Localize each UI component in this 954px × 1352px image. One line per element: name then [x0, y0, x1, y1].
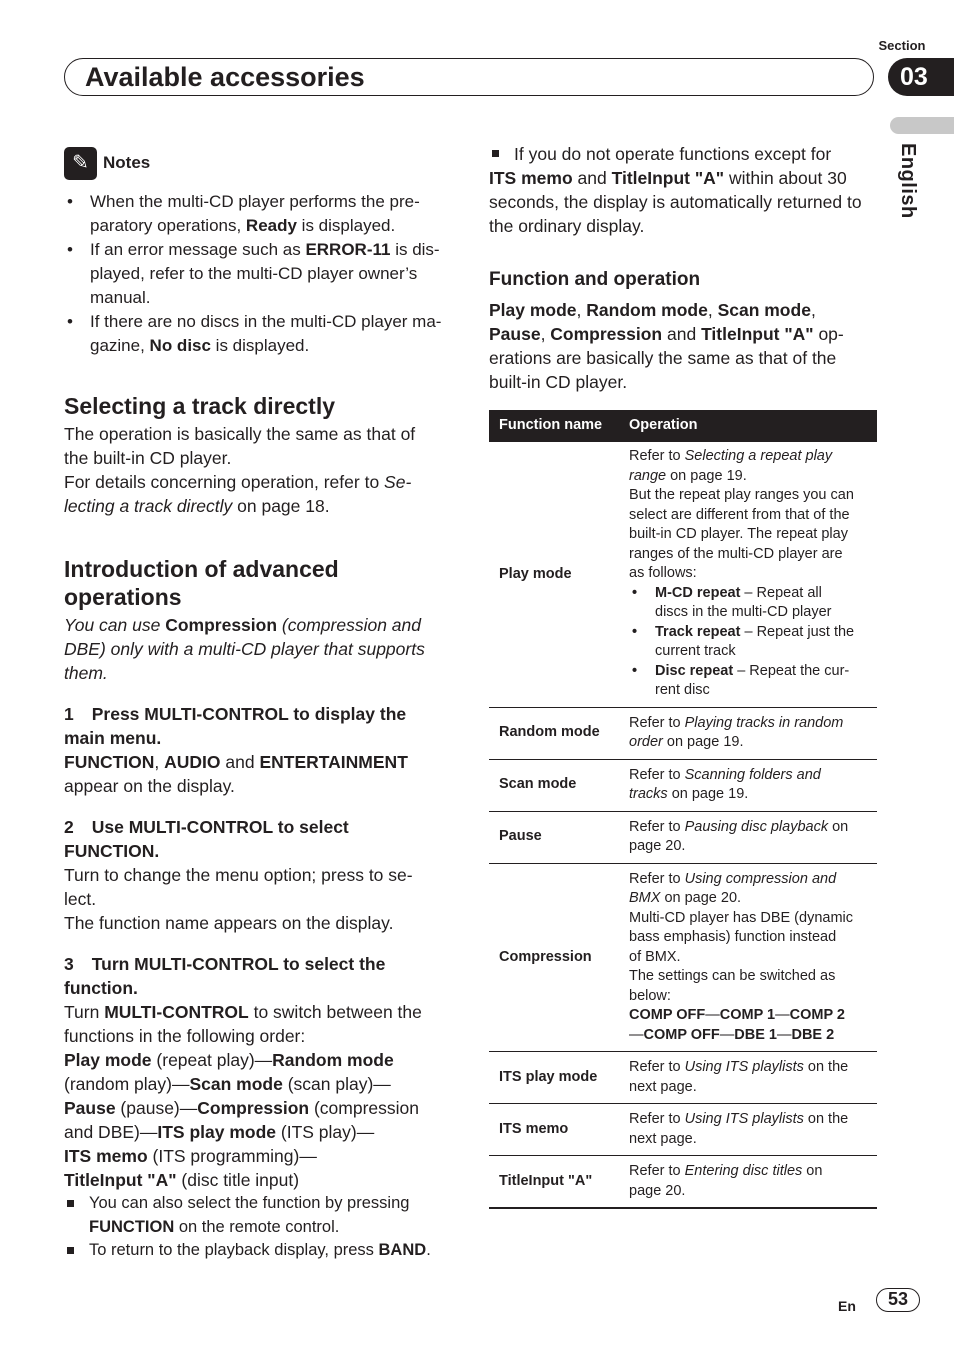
- section-label: Section: [878, 38, 926, 53]
- note-item: • When the multi-CD player performs the pre- paratory operations, Ready is displayed.: [64, 190, 454, 238]
- auto-return-note: If you do not operate functions except for: [489, 142, 877, 166]
- function-table: [489, 410, 877, 1209]
- language-tab: [890, 117, 954, 134]
- column-header-function: Function name: [489, 410, 619, 442]
- heading-advanced: Introduction of advanced operations: [64, 556, 339, 610]
- column-header-operation: Operation: [619, 410, 877, 442]
- table-row: Pause Refer to Pausing disc playback on page 20.: [489, 811, 877, 863]
- step-3-tips: [64, 1192, 454, 1263]
- note-item: • If there are no discs in the multi-CD player ma- gazine, No disc is displayed.: [64, 310, 454, 358]
- page-number: 53: [876, 1288, 920, 1312]
- step-1: 1 Press MULTI-CONTROL to display the main menu. FUNCTION, AUDIO and ENTERTAINMENT appear on the display.: [64, 704, 408, 796]
- step-3: 3 Turn MULTI-CONTROL to select the function. Turn MULTI-CONTROL to switch between the functions in the following order: Play mode (repeat play)—Random mode (random play)—Scan mode (scan play)— Pause (pause)—Compression (compression and DBE)—ITS play mode (ITS play)— ITS memo (ITS programming)— TitleInput "A" (disc title input) You can also select the function by pressing FUNCTION on the remote control. To return to the playback display, press BAND.: [64, 952, 454, 1263]
- note-item: • If an error message such as ERROR-11 is dis- played, refer to the multi-CD player owner’s manual.: [64, 238, 454, 310]
- table-row: Play mode Refer to Selecting a repeat play range on page 19. But the repeat play ranges you can select are different from that of the built-in CD player. The repeat play ranges of the multi-CD player are as follows: • M-CD repeat – Repeat all discs in the multi-CD player • Track repeat – Repeat just the current track • Disc repeat – Repeat the cur- rent disc: [489, 442, 877, 707]
- table-header-row: [489, 410, 877, 442]
- pencil-icon: ✎: [64, 147, 97, 180]
- table-row: Scan mode Refer to Scanning folders and tracks on page 19.: [489, 759, 877, 811]
- footer-language: En: [838, 1298, 856, 1314]
- notes-title: Notes: [103, 153, 151, 172]
- section-number: 03: [888, 58, 954, 96]
- right-column: If you do not operate functions except for ITS memo and TitleInput "A" within about 30 seconds, the display is automatically returned to the ordinary display. Function and operation Play mode, Random mode, Scan mode, Pause, Compression and TitleInput "A" op- erations are basically the same as that of the built-in CD player. Function name Operation Play mode Refer to Selecting a repeat play range on page 19. But the repeat play ranges you can select are different from that of the built-in CD player. The repeat play ranges of the multi-CD player are as follows: • M-CD repeat – Repeat all discs in the multi-CD player • Track repeat – Repeat just the current track • Disc repeat – Repeat the cur- rent disc Random mode Refer to Playing tracks in random order on page 19. Scan mode Refer to Scanning folders and tracks on page 19. Pause Refer to Pausing disc playback on page 20. Compression Refer to Using compression and BMX on page 20. Multi-CD player has DBE (dynamic bass emphasis) function instead of BMX. The settings can be switched as below: COMP OFF—COMP 1—COMP 2 —COMP OFF—DBE 1—DBE 2 ITS play mode Refer to Using ITS playlists on the next page. ITS memo Refer to Using ITS playlists on the next page. TitleInput "A" Refer to Entering disc titles on page 20.: [489, 142, 877, 1209]
- tip-item: To return to the playback display, press BAND.: [64, 1239, 454, 1263]
- table-row: ITS play mode Refer to Using ITS playlists on the next page.: [489, 1052, 877, 1104]
- table-row: TitleInput "A" Refer to Entering disc titles on page 20.: [489, 1156, 877, 1209]
- notes-header: [64, 146, 454, 180]
- left-column: [64, 146, 454, 1263]
- table-row: ITS memo Refer to Using ITS playlists on the next page.: [489, 1104, 877, 1156]
- page-title: Available accessories: [85, 62, 365, 92]
- table-row: Compression Refer to Using compression and BMX on page 20. Multi-CD player has DBE (dynamic bass emphasis) function instead of BMX. The settings can be switched as below: COMP OFF—COMP 1—COMP 2 —COMP OFF—DBE 1—DBE 2: [489, 863, 877, 1052]
- tip-item: You can also select the function by pressing FUNCTION on the remote control.: [64, 1192, 454, 1239]
- advanced-intro: You can use Compression (compression and DBE) only with a multi-CD player that supports them.: [64, 615, 425, 683]
- notes-list: [64, 190, 454, 358]
- table-row: Random mode Refer to Playing tracks in random order on page 19.: [489, 707, 877, 759]
- repeat-options-list: • M-CD repeat – Repeat all discs in the multi-CD player • Track repeat – Repeat just the current track • Disc repeat – Repeat the cur- rent disc: [629, 584, 871, 701]
- language-label: English: [897, 143, 919, 219]
- heading-function-operation: Function and operation: [489, 269, 701, 290]
- heading-selecting-track: Selecting a track directly: [64, 393, 336, 419]
- step-2: 2 Use MULTI-CONTROL to select FUNCTION. Turn to change the menu option; press to se- lect. The function name appears on the display.: [64, 817, 413, 933]
- function-operation-intro: Play mode, Random mode, Scan mode, Pause, Compression and TitleInput "A" op- erations are basically the same as that of the built-in CD player.: [489, 300, 844, 392]
- selecting-track-text: The operation is basically the same as that of the built-in CD player. For details concerning operation, refer to Se- lecting a track directly on page 18.: [64, 424, 416, 516]
